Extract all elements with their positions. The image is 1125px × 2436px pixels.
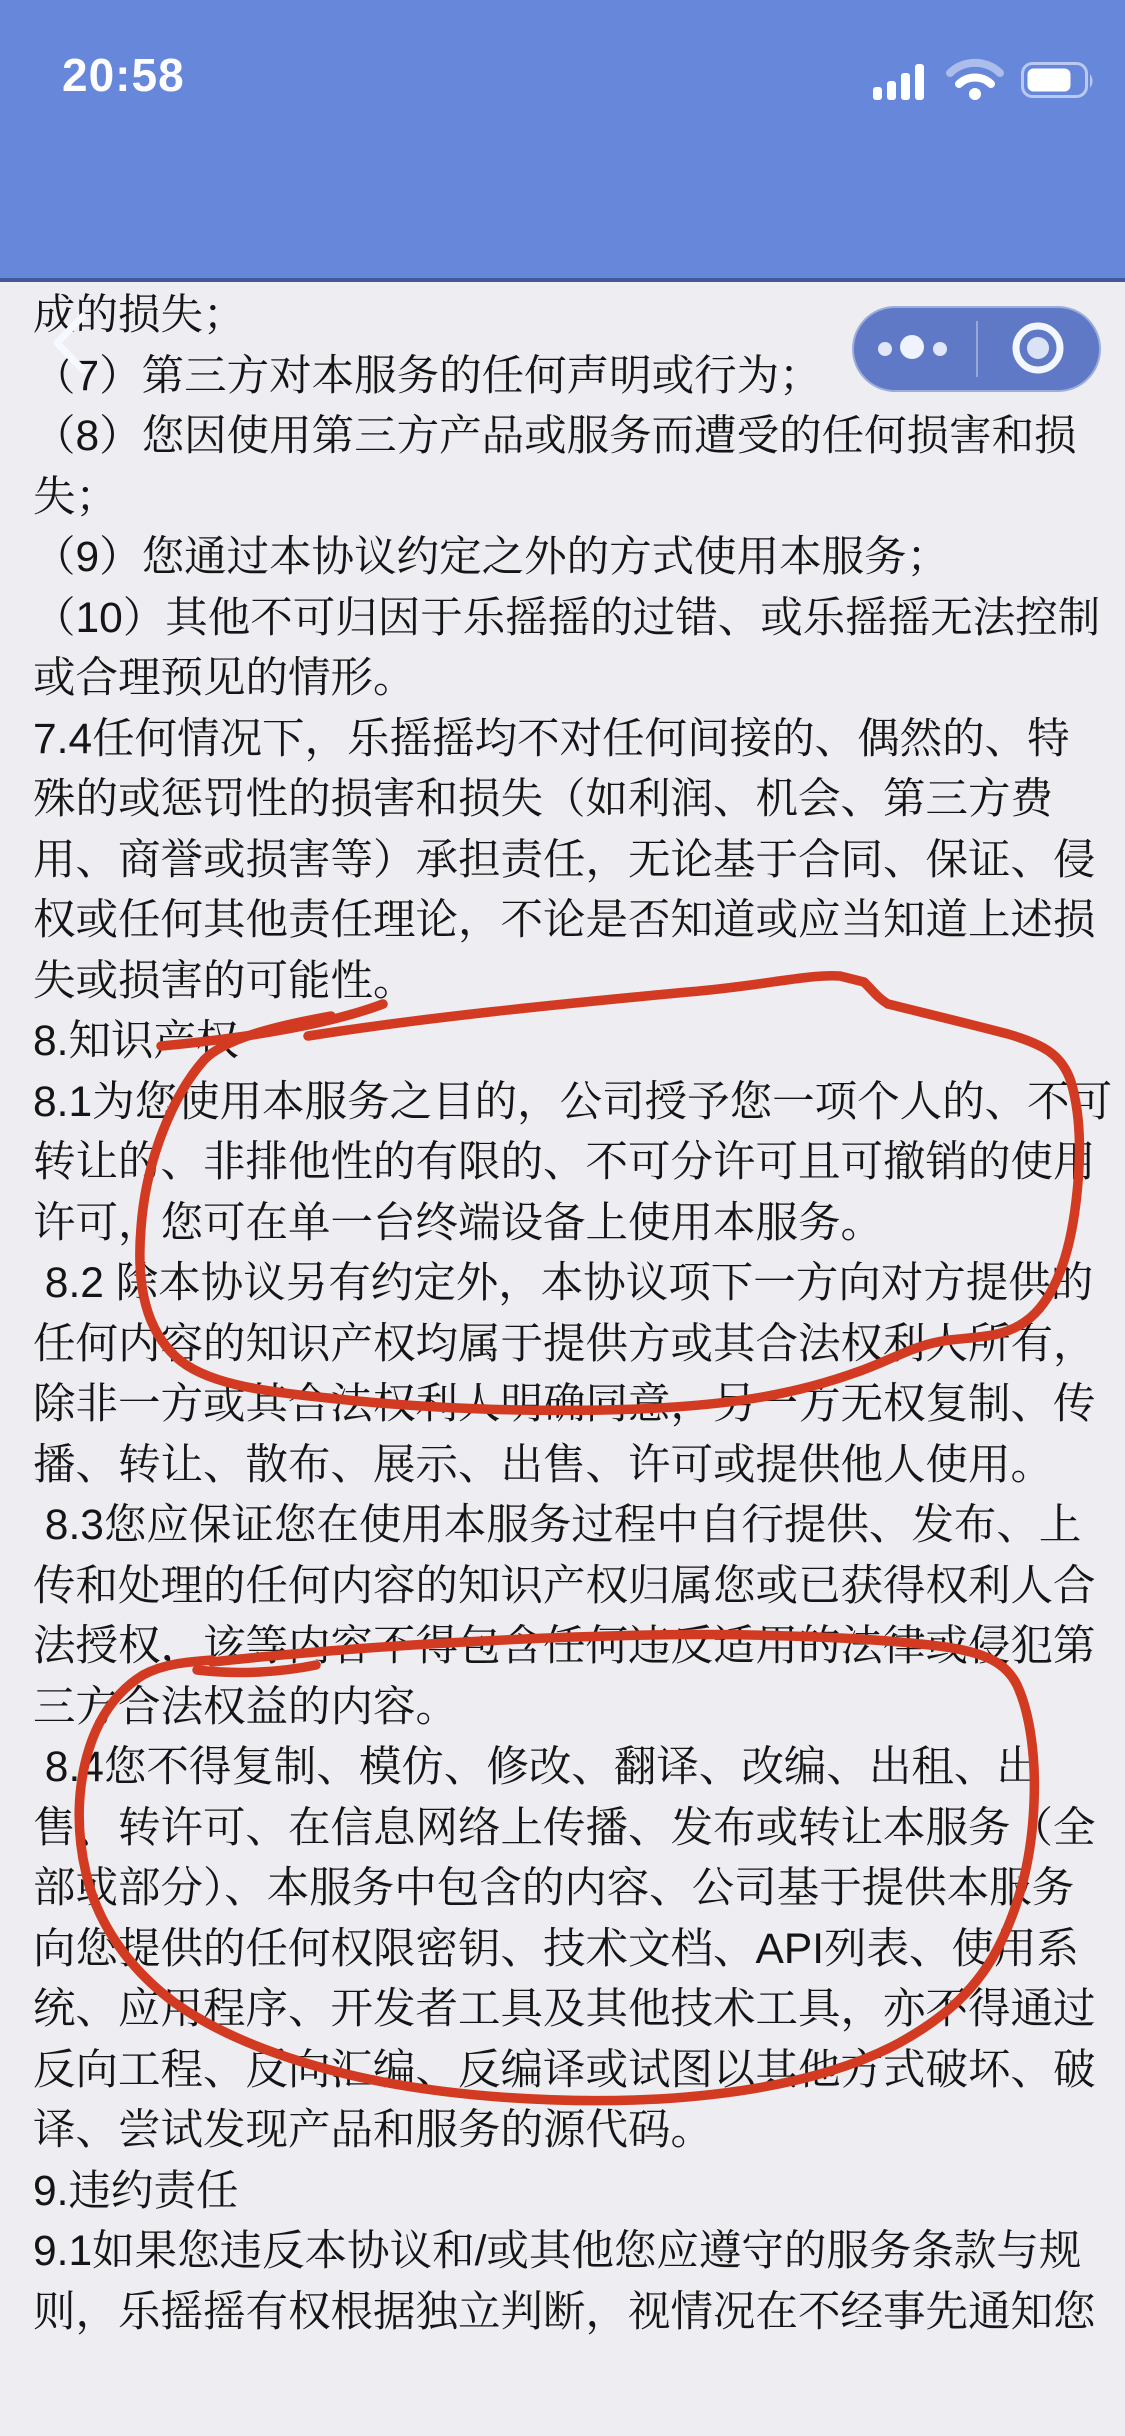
circle-dot-icon	[1010, 320, 1066, 379]
chevron-left-icon	[47, 364, 95, 379]
document-line: 部或部分）、本服务中包含的内容、公司基于提供本服务	[33, 1865, 1075, 1912]
document-line: 传和处理的任何内容的知识产权归属您或已获得权利人合	[33, 1562, 1096, 1610]
document-line: 或合理预见的情形。	[33, 655, 416, 702]
document-line: 用、商誉或损害等）承担责任，无论基于合同、保证、侵	[33, 836, 1096, 884]
document-line: 8.3您应保证您在使用本服务过程中自行提供、发布、上	[33, 1502, 1082, 1549]
document-line: 8.1为您使用本服务之目的，公司授予您一项个人的、不可	[33, 1078, 1113, 1126]
document-line: 8.知识产权	[33, 1018, 239, 1065]
document-line: 许可，您可在单一台终端设备上使用本服务。	[33, 1199, 884, 1247]
document-line: 失；	[33, 473, 119, 521]
wifi-icon	[945, 58, 1005, 105]
document-line: 三方合法权益的内容。	[33, 1683, 459, 1731]
back-button[interactable]	[36, 304, 106, 384]
document-line: 向您提供的任何权限密钥、技术文档、API列表、使用系	[33, 1925, 1080, 1973]
status-time: 20:58	[62, 49, 185, 101]
miniprogram-capsule	[852, 306, 1101, 392]
document-line: 9.违约责任	[33, 2167, 239, 2215]
document-line: 成的损失；	[33, 292, 246, 339]
document-line: 殊的或惩罚性的损害和损失（如利润、机会、第三方费	[33, 776, 1054, 823]
document-line: 7.4任何情况下，乐摇摇均不对任何间接的、偶然的、特	[33, 715, 1070, 763]
document-line: 统、应用程序、开发者工具及其他技术工具，亦不得通过	[33, 1986, 1096, 2033]
status-bar	[0, 0, 1125, 132]
ellipsis-icon	[876, 331, 954, 368]
document-line: 则，乐摇摇有权根据独立判断，视情况在不经事先通知您	[33, 2288, 1096, 2336]
status-nav-header	[0, 0, 1125, 282]
document-line: 9.1如果您违反本协议和/或其他您应遵守的服务条款与规	[33, 2228, 1082, 2275]
document-line: 播、转让、散布、展示、出售、许可或提供他人使用。	[33, 1441, 1054, 1489]
document-line: 售、转许可、在信息网络上传播、发布或转让本服务（全	[33, 1804, 1096, 1852]
document-line: 反向工程、反向汇编、反编译或试图以其他方式破坏、破	[33, 2046, 1096, 2094]
nav-bar	[0, 132, 1125, 282]
document-line: 任何内容的知识产权均属于提供方或其合法权利人所有，	[33, 1320, 1096, 1368]
document-line: 除非一方或其合法权利人明确同意，另一方无权复制、传	[33, 1381, 1096, 1428]
document-line: 译、尝试发现产品和服务的源代码。	[33, 2107, 714, 2154]
status-icons	[873, 58, 1095, 105]
document-line: 8.2 除本协议另有约定外，本协议项下一方向对方提供的	[33, 1260, 1094, 1307]
agreement-text	[0, 282, 1125, 2343]
exit-miniprogram-button[interactable]	[978, 308, 1100, 390]
document-line: （9）您通过本协议约定之外的方式使用本服务；	[33, 534, 950, 581]
document-line: 法授权，该等内容不得包含任何违反适用的法律或侵犯第	[33, 1623, 1096, 1670]
document-line: （8）您因使用第三方产品或服务而遭受的任何损害和损	[33, 413, 1077, 460]
document-line: 权或任何其他责任理论，不论是否知道或应当知道上述损	[33, 897, 1096, 944]
document-scroll-area[interactable]	[0, 282, 1125, 2436]
battery-icon	[1021, 62, 1095, 105]
cellular-signal-icon	[873, 60, 929, 105]
document-line: （7）第三方对本服务的任何声明或行为；	[33, 352, 822, 400]
document-line: 失或损害的可能性。	[33, 957, 416, 1005]
document-line: （10）其他不可归因于乐摇摇的过错、或乐摇摇无法控制	[33, 594, 1101, 642]
document-line: 转让的、非排他性的有限的、不可分许可且可撤销的使用	[33, 1139, 1096, 1186]
document-line: 8.4您不得复制、模仿、修改、翻译、改编、出租、出	[33, 1744, 1039, 1791]
more-options-button[interactable]	[854, 308, 976, 390]
